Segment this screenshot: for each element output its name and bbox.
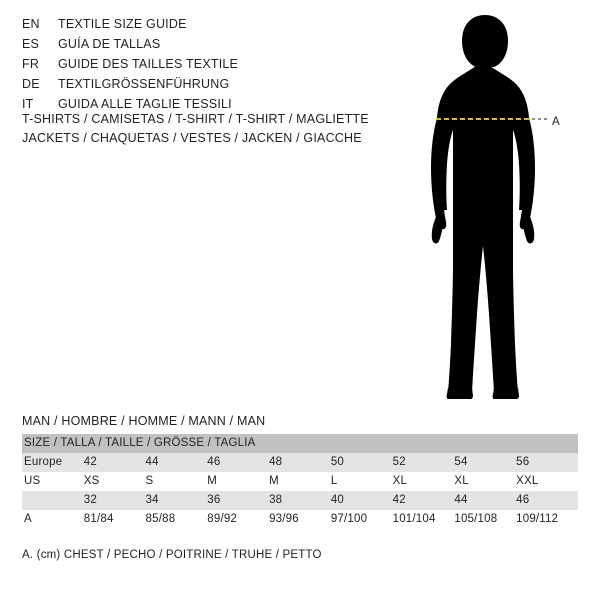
- cell: 36: [207, 491, 269, 510]
- cell: 101/104: [393, 510, 455, 529]
- cell: S: [146, 472, 208, 491]
- language-code: ES: [22, 37, 40, 51]
- language-code: EN: [22, 17, 40, 31]
- language-title: GUIDE DES TAILLES TEXTILE: [58, 57, 239, 71]
- list-item: [22, 34, 382, 54]
- cell: 42: [393, 491, 455, 510]
- language-code: FR: [22, 57, 40, 71]
- cell: 32: [84, 491, 146, 510]
- cell: 50: [331, 453, 393, 472]
- male-silhouette-icon: [400, 14, 595, 399]
- language-code: DE: [22, 77, 40, 91]
- list-item: [22, 54, 382, 74]
- cell: 54: [454, 453, 516, 472]
- cell: 56: [516, 453, 578, 472]
- cell: 52: [393, 453, 455, 472]
- cell: 44: [454, 491, 516, 510]
- cell: 97/100: [331, 510, 393, 529]
- size-header-label: SIZE / TALLA / TAILLE / GRÖSSE / TAGLIA: [22, 434, 578, 453]
- size-table-block: [22, 414, 578, 529]
- cell: XL: [393, 472, 455, 491]
- cell: 85/88: [146, 510, 208, 529]
- size-table: [22, 434, 578, 529]
- cell: 105/108: [454, 510, 516, 529]
- table-row: [22, 491, 578, 510]
- language-title: TEXTILE SIZE GUIDE: [58, 17, 187, 31]
- cell: 40: [331, 491, 393, 510]
- cell: 44: [146, 453, 208, 472]
- cell: 46: [207, 453, 269, 472]
- row-label: [22, 491, 84, 510]
- language-code: IT: [22, 97, 34, 111]
- cell: XS: [84, 472, 146, 491]
- category-tshirts: T-SHIRTS / CAMISETAS / T-SHIRT / T-SHIRT / MAGLIETTE: [22, 112, 369, 126]
- language-title: GUIDA ALLE TAGLIE TESSILI: [58, 97, 232, 111]
- measure-label-a: [552, 116, 560, 128]
- cell: M: [269, 472, 331, 491]
- row-label: US: [22, 472, 84, 491]
- cell: 46: [516, 491, 578, 510]
- cell: 93/96: [269, 510, 331, 529]
- row-label: A: [22, 510, 84, 529]
- garment-category-list: [22, 110, 369, 148]
- language-title: TEXTILGRÖSSENFÜHRUNG: [58, 77, 230, 91]
- language-title-list: [22, 14, 382, 114]
- cell: M: [207, 472, 269, 491]
- cell: 34: [146, 491, 208, 510]
- table-footnote: A. (cm) CHEST / PECHO / POITRINE / TRUHE / PETTO: [22, 549, 322, 561]
- measure-label-text: A: [552, 116, 560, 128]
- cell: 42: [84, 453, 146, 472]
- cell: 81/84: [84, 510, 146, 529]
- cell: 38: [269, 491, 331, 510]
- category-jackets: JACKETS / CHAQUETAS / VESTES / JACKEN / GIACCHE: [22, 131, 362, 145]
- body-figure: [400, 14, 595, 399]
- language-title: GUÍA DE TALLAS: [58, 37, 161, 51]
- table-header-row: [22, 434, 578, 453]
- cell: L: [331, 472, 393, 491]
- row-label: Europe: [22, 453, 84, 472]
- cell: XL: [454, 472, 516, 491]
- list-item: [22, 74, 382, 94]
- table-group-title: MAN / HOMBRE / HOMME / MANN / MAN: [22, 414, 266, 428]
- list-item: [22, 14, 382, 34]
- table-row: [22, 472, 578, 491]
- cell: 48: [269, 453, 331, 472]
- cell: 109/112: [516, 510, 578, 529]
- cell: XXL: [516, 472, 578, 491]
- cell: 89/92: [207, 510, 269, 529]
- table-row: [22, 453, 578, 472]
- table-row: [22, 510, 578, 529]
